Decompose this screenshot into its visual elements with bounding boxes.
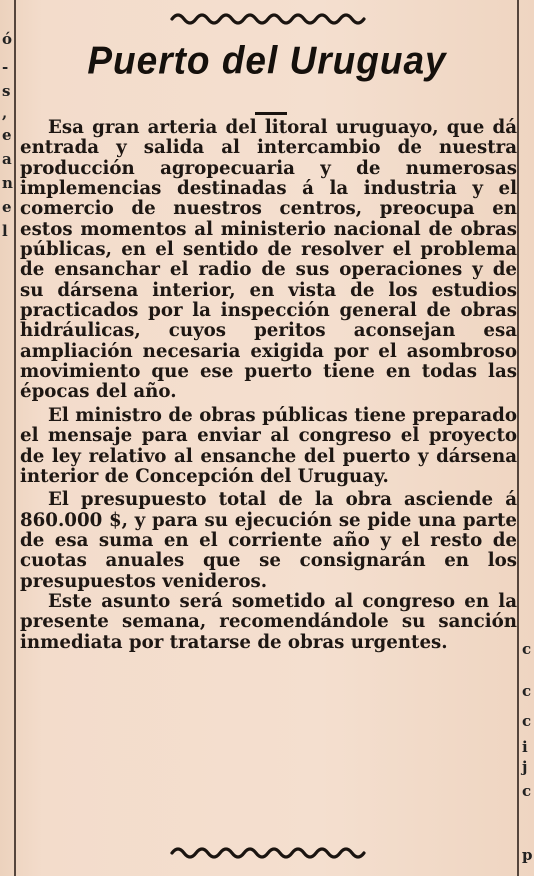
top-ornament-divider <box>168 6 366 28</box>
right-fragment-4: j <box>522 758 528 776</box>
bottom-ornament-divider <box>168 842 366 864</box>
paragraph-4: Este asunto será sometido al congreso en la presente semana, recomendándole su sanción inmediata por tratarse de obras urgentes. <box>20 590 517 653</box>
right-fragment-3: i <box>522 738 528 756</box>
right-fragment-5: c <box>522 782 532 800</box>
left-fragment-2: s <box>2 82 11 100</box>
right-column-rule <box>517 0 519 876</box>
paragraph-3: El presupuesto total de la obra asciende á 860.000 $, y para su ejecución se pide una parte de esa suma en el corriente año y el resto de cuotas anuales que se consignarán en los presupuestos venideros. <box>20 489 517 592</box>
article-title: Puerto del Uruguay <box>87 38 447 82</box>
article-body <box>20 118 517 653</box>
left-fragment-0: ó <box>2 30 13 48</box>
left-fragment-3: , <box>2 104 8 122</box>
right-fragment-2: c <box>522 712 532 730</box>
left-fragment-5: a <box>2 150 12 168</box>
title-underline <box>255 112 287 115</box>
left-column-rule <box>14 0 16 876</box>
paragraph-2: El ministro de obras públicas tiene preparado el mensaje para enviar al congreso el proyecto de ley relativo al ensanche del puerto y dársena interior de Concepción del Uruguay. <box>20 404 517 487</box>
left-fragment-4: e <box>2 126 12 144</box>
left-fragment-6: n <box>2 174 13 192</box>
right-fragment-6: p <box>522 846 533 864</box>
right-fragment-1: c <box>522 682 532 700</box>
right-fragment-0: c <box>522 640 532 658</box>
left-fragment-1: - <box>2 58 9 76</box>
paragraph-1: Esa gran arteria del litoral uruguayo, que dá entrada y salida al intercambio de nuestra producción agropecuaria y de numerosas implemencias destinadas á la industria y el comercio de nuestros centros, preocupa en estos momentos al ministerio nacional de obras públicas, en el sentido de resolver el problema de ensanchar el radio de sus operaciones y de su dársena interior, en vista de los estudios practicados por la inspección general de obras hidráulicas, cuyos peritos aconsejan esa ampliación necesaria exigida por el asombroso movimiento que ese puerto tiene en todas las épocas del año. <box>20 117 517 403</box>
left-fragment-7: e <box>2 198 12 216</box>
left-fragment-8: l <box>2 222 8 240</box>
right-column-fragment <box>520 0 534 876</box>
left-column-fragment <box>0 0 14 876</box>
